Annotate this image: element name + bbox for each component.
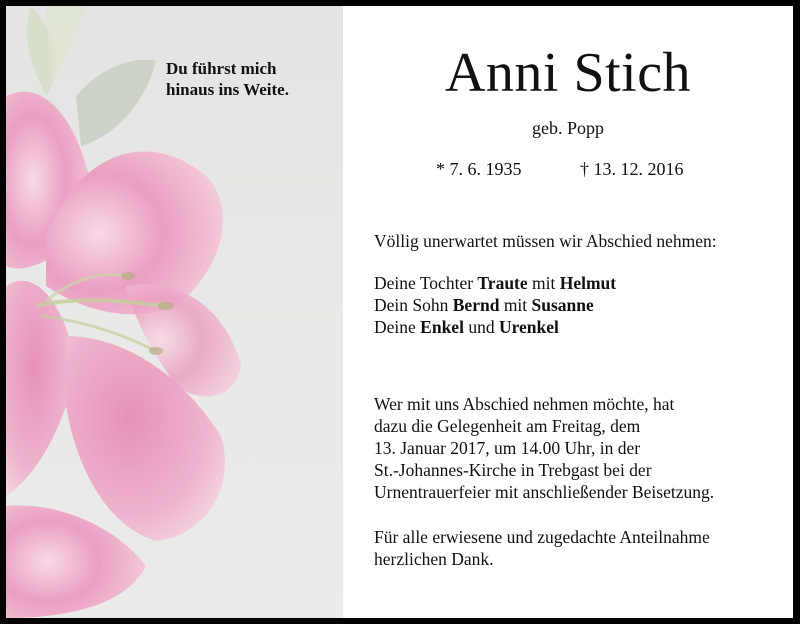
motto bbox=[166, 58, 289, 100]
lily-photo bbox=[6, 6, 343, 618]
birth-date: * 7. 6. 1935 bbox=[436, 159, 522, 179]
thanks-line: Für alle erwiesene und zugedachte Anteilnahme bbox=[374, 527, 710, 547]
mourner-line: Dein Sohn Bernd mit Susanne bbox=[374, 295, 594, 315]
funeral-line: 13. Januar 2017, um 14.00 Uhr, in der bbox=[374, 438, 641, 458]
thanks-text bbox=[374, 526, 710, 570]
mourner-line: Deine Tochter Traute mit Helmut bbox=[374, 273, 617, 293]
obituary-text bbox=[343, 6, 793, 618]
motto-line: hinaus ins Weite. bbox=[166, 80, 289, 99]
mourner-line: Deine Enkel und Urenkel bbox=[374, 317, 559, 337]
maiden-name: geb. Popp bbox=[532, 118, 604, 138]
funeral-line: St.-Johannes-Kirche in Trebgast bei der bbox=[374, 460, 652, 480]
intro-text: Völlig unerwartet müssen wir Abschied nehmen: bbox=[374, 231, 717, 251]
obituary-card bbox=[6, 6, 793, 618]
funeral-line: Wer mit uns Abschied nehmen möchte, hat bbox=[374, 394, 675, 414]
death-date: † 13. 12. 2016 bbox=[580, 159, 684, 179]
funeral-line: dazu die Gelegenheit am Freitag, dem bbox=[374, 416, 641, 436]
funeral-details bbox=[374, 393, 714, 503]
mourners-list bbox=[374, 272, 616, 338]
deceased-name: Anni Stich bbox=[444, 42, 692, 104]
thanks-line: herzlichen Dank. bbox=[374, 549, 494, 569]
motto-line: Du führst mich bbox=[166, 59, 277, 78]
funeral-line: Urnentrauerfeier mit anschließender Beisetzung. bbox=[374, 482, 715, 502]
